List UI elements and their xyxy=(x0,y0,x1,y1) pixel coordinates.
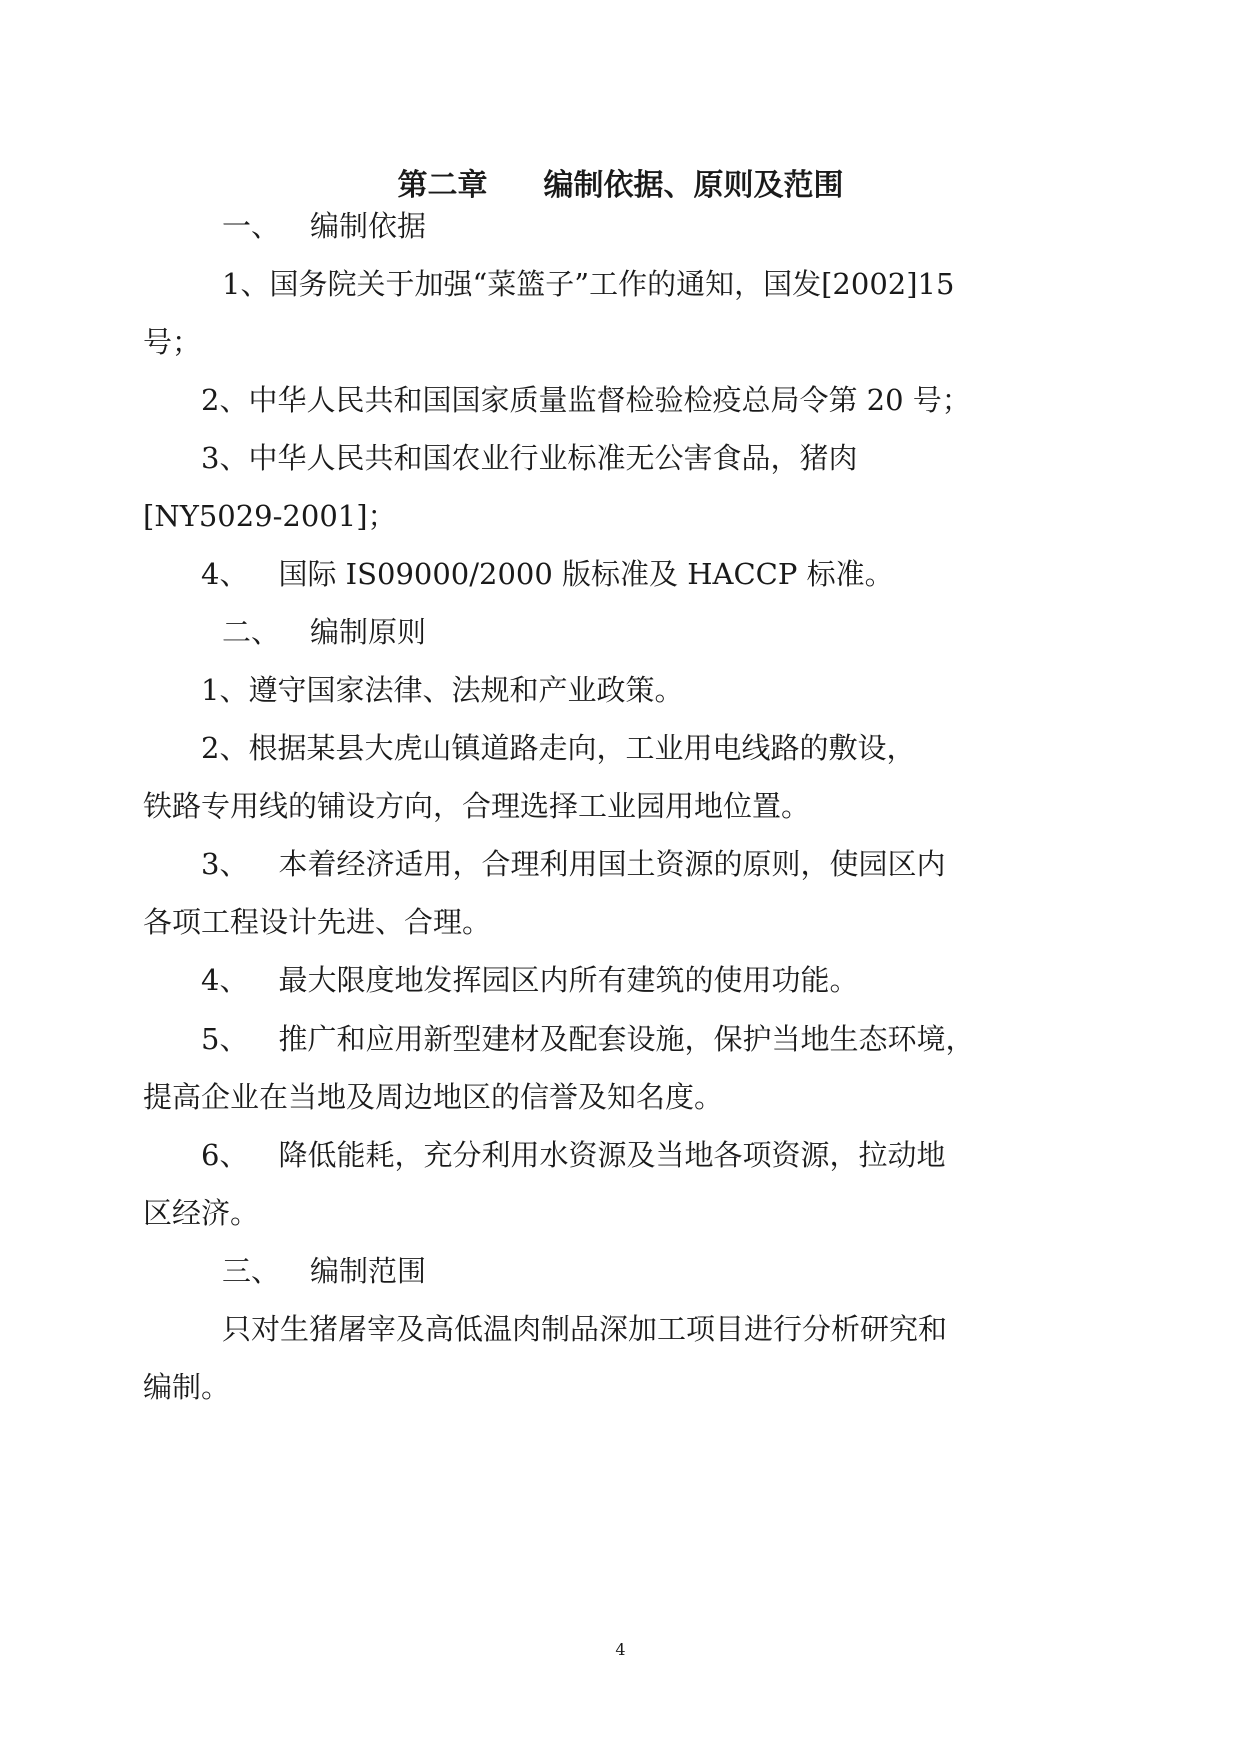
chapter-title xyxy=(0,166,1241,206)
paragraph-line: 1、国务院关于加强“菜篮子”工作的通知，国发[2002]15 xyxy=(222,267,955,301)
item-number: 4、 xyxy=(201,963,249,997)
paragraph-line: 编制。 xyxy=(143,1370,231,1404)
paragraph-line: 1、遵守国家法律、法规和产业政策。 xyxy=(201,673,684,707)
section-number: 三、 xyxy=(222,1254,281,1288)
paragraph-line: 各项工程设计先进、合理。 xyxy=(143,905,492,939)
section-heading-scope xyxy=(222,1253,426,1289)
paragraph-line xyxy=(201,1021,974,1057)
section-heading-text: 编制范围 xyxy=(310,1254,427,1288)
section-heading-text: 编制依据 xyxy=(310,209,427,243)
paragraph-line xyxy=(201,556,894,592)
paragraph-line: 号； xyxy=(143,325,202,359)
paragraph-line xyxy=(201,1137,945,1173)
section-heading-basis xyxy=(222,208,426,244)
item-number: 6、 xyxy=(201,1138,249,1172)
paragraph-line: 3、中华人民共和国农业行业标准无公害食品，猪肉 xyxy=(201,441,858,475)
paragraph-line: 2、根据某县大虎山镇道路走向，工业用电线路的敷设， xyxy=(201,731,916,765)
paragraph-line: [NY5029-2001]； xyxy=(143,499,397,533)
item-text: 最大限度地发挥园区内所有建筑的使用功能。 xyxy=(278,963,859,997)
chapter-label: 第二章 xyxy=(397,168,488,203)
paragraph-line: 铁路专用线的铺设方向，合理选择工业园用地位置。 xyxy=(143,789,811,823)
item-text: 推广和应用新型建材及配套设施，保护当地生态环境， xyxy=(278,1022,975,1056)
paragraph-line: 区经济。 xyxy=(143,1196,260,1230)
page-number: 4 xyxy=(615,1640,626,1659)
item-number: 3、 xyxy=(201,847,249,881)
paragraph-line: 提高企业在当地及周边地区的信誉及知名度。 xyxy=(143,1080,724,1114)
item-text: 降低能耗，充分利用水资源及当地各项资源，拉动地 xyxy=(278,1138,946,1172)
chapter-title-text: 编制依据、原则及范围 xyxy=(543,168,844,203)
section-number: 一、 xyxy=(222,209,281,243)
paragraph-line xyxy=(201,846,945,882)
paragraph-line: 只对生猪屠宰及高低温肉制品深加工项目进行分析研究和 xyxy=(222,1312,948,1346)
section-heading-principles xyxy=(222,614,426,650)
item-number: 5、 xyxy=(201,1022,249,1056)
item-text: 国际 IS09000/2000 版标准及 HACCP 标准。 xyxy=(278,557,894,591)
paragraph-line xyxy=(201,962,858,998)
section-heading-text: 编制原则 xyxy=(310,615,427,649)
item-text: 本着经济适用，合理利用国土资源的原则，使园区内 xyxy=(278,847,946,881)
section-number: 二、 xyxy=(222,615,281,649)
item-number: 4、 xyxy=(201,557,249,591)
paragraph-line: 2、中华人民共和国国家质量监督检验检疫总局令第 20 号； xyxy=(201,383,971,417)
